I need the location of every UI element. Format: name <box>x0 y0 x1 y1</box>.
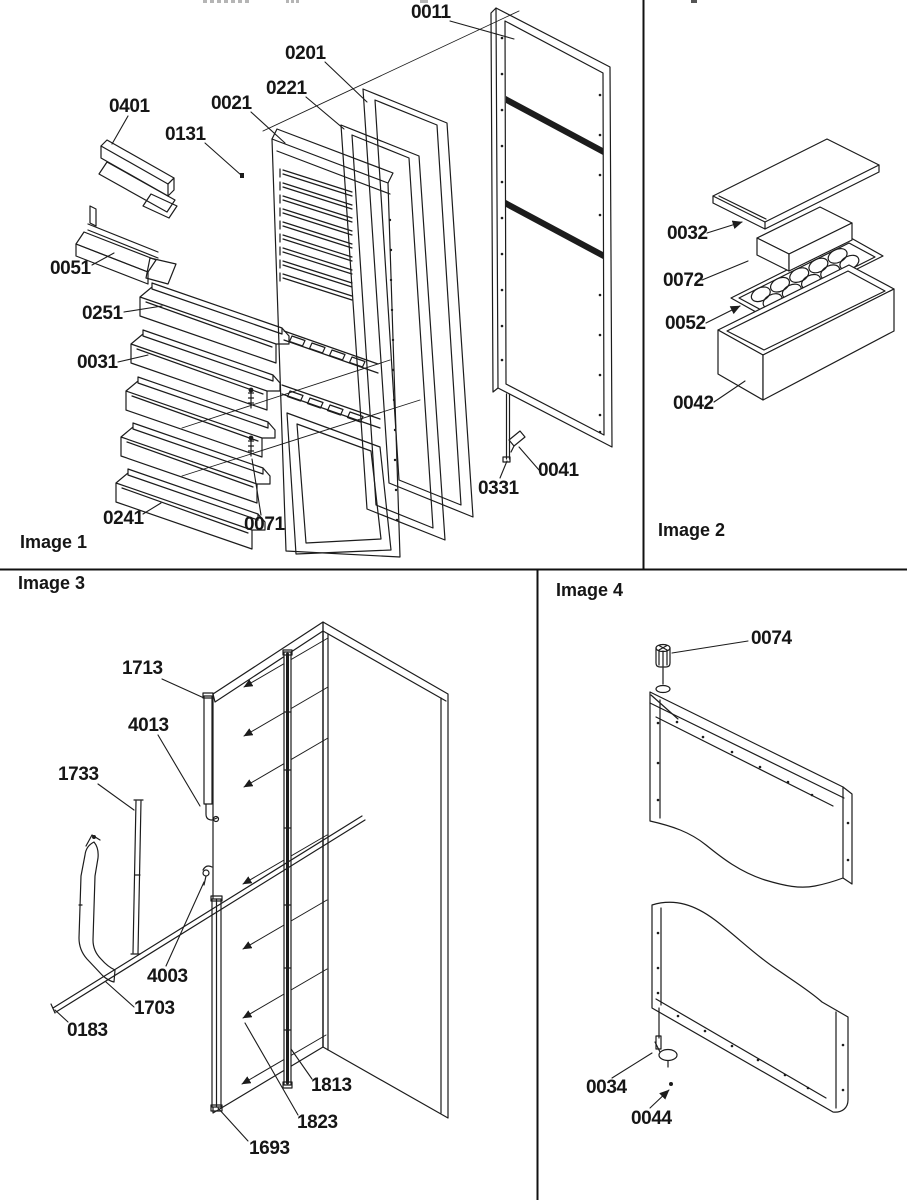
rod-clip-0041 <box>509 431 525 452</box>
top-trim-0401 <box>99 140 177 218</box>
lower-door-panel <box>652 902 848 1112</box>
part-label-0042: 0042 <box>673 393 714 414</box>
screw-0044 <box>669 1082 673 1086</box>
image4-leader-lines <box>612 641 748 1108</box>
door-bucket <box>121 423 270 503</box>
part-label-0221: 0221 <box>266 78 307 99</box>
part-label-0051: 0051 <box>50 258 91 279</box>
door-panel-0011 <box>491 8 612 447</box>
part-label-0241: 0241 <box>103 508 144 529</box>
part-label-1733: 1733 <box>58 764 99 785</box>
door-rod-0331 <box>503 394 510 462</box>
part-label-0072: 0072 <box>663 270 704 291</box>
part-label-0021: 0021 <box>211 93 252 114</box>
part-label-1823: 1823 <box>297 1112 338 1133</box>
image4-title: Image 4 <box>556 580 624 600</box>
part-label-0131: 0131 <box>165 124 206 145</box>
part-label-0331: 0331 <box>478 478 519 499</box>
part-label-0031: 0031 <box>77 352 118 373</box>
image1-leader-lines <box>92 21 539 515</box>
part-label-1703: 1703 <box>134 998 175 1019</box>
trim-strip-1733 <box>131 800 143 954</box>
image2-drawing <box>702 139 894 402</box>
part-label-1713: 1713 <box>122 658 163 679</box>
hinge-foot-0034 <box>655 1008 677 1067</box>
part-label-1693: 1693 <box>249 1138 290 1159</box>
liner-clip-0131 <box>240 173 244 178</box>
image1-title: Image 1 <box>20 532 88 552</box>
part-label-4003: 4003 <box>147 966 188 987</box>
handle-1703 <box>79 835 115 982</box>
part-label-0201: 0201 <box>285 43 326 64</box>
image2-title: Image 2 <box>658 520 726 540</box>
part-label-0044: 0044 <box>631 1108 672 1129</box>
part-label-0183: 0183 <box>67 1020 108 1041</box>
part-label-0011: 0011 <box>411 2 451 23</box>
compartment-lid-0032 <box>713 139 879 229</box>
image4-drawing <box>612 641 852 1112</box>
hinge-pin-0074 <box>656 645 670 685</box>
door-screw-dots <box>501 37 602 434</box>
part-label-0071: 0071 <box>244 514 285 535</box>
part-label-0041: 0041 <box>538 460 579 481</box>
upper-door-panel <box>650 686 852 888</box>
part-label-0034: 0034 <box>586 1077 627 1098</box>
door-panel-inside <box>213 622 448 1118</box>
alignment-line <box>263 11 519 131</box>
part-label-0052: 0052 <box>665 313 706 334</box>
part-label-0251: 0251 <box>82 303 123 324</box>
part-label-1813: 1813 <box>311 1075 352 1096</box>
rail-1713 <box>203 693 219 822</box>
image1-drawing <box>76 8 612 557</box>
image3-title: Image 3 <box>18 573 86 593</box>
door-bucket-0251 <box>140 283 289 363</box>
part-label-0074: 0074 <box>751 628 792 649</box>
rail-1693 <box>211 896 222 1111</box>
rail-1813 <box>283 650 292 1088</box>
part-label-4013: 4013 <box>128 715 169 736</box>
trim-0183 <box>51 816 365 1013</box>
part-label-0401: 0401 <box>109 96 150 117</box>
part-label-0032: 0032 <box>667 223 708 244</box>
image3-drawing <box>51 622 448 1141</box>
dairy-cover-0051 <box>76 206 176 284</box>
